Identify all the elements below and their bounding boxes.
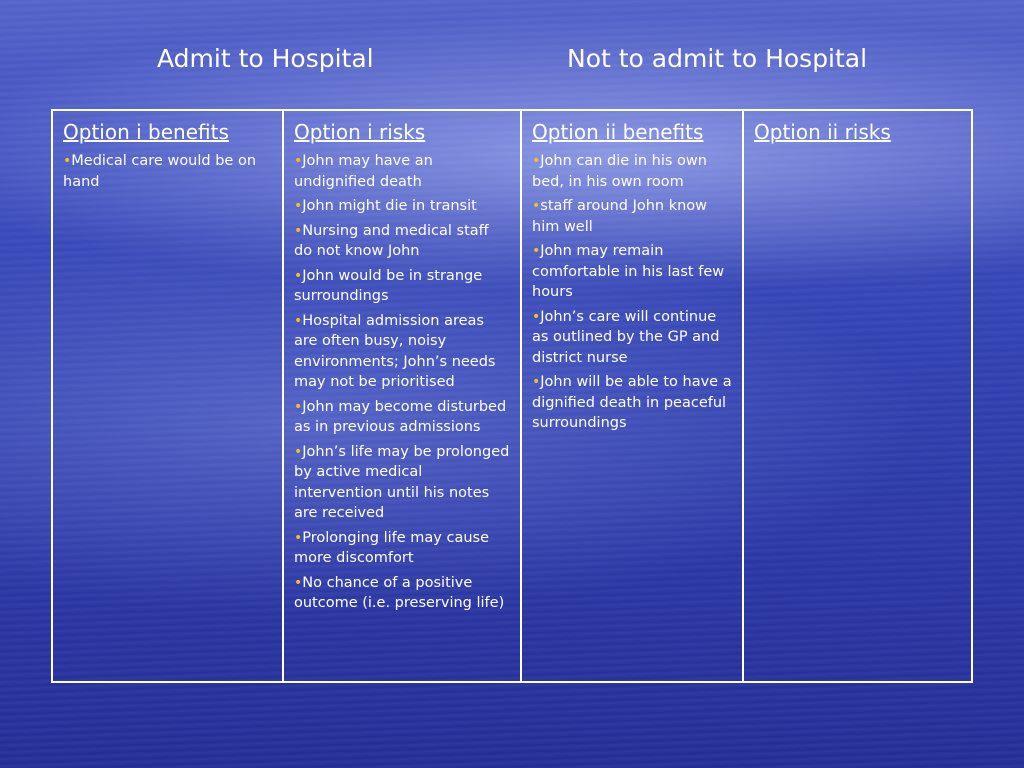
bullet-item (532, 372, 733, 434)
column-heading: Option ii risks (754, 120, 891, 144)
bullet-item (532, 241, 733, 303)
bullet-dot-icon: • (294, 222, 303, 239)
bullet-list (294, 151, 511, 614)
bullet-item (63, 151, 273, 192)
bullet-dot-icon: • (294, 529, 303, 546)
column-option-ii-benefits (522, 111, 744, 681)
bullet-text: Medical care would be on hand (63, 153, 257, 190)
column-option-ii-risks (744, 111, 971, 681)
bullet-dot-icon: • (294, 198, 303, 214)
bullet-dot-icon: • (532, 198, 541, 214)
bullet-dot-icon: • (532, 308, 541, 325)
options-table (51, 109, 973, 683)
bullet-text: No chance of a positive outcome (i.e. preserving life) (294, 574, 505, 611)
bullet-dot-icon: • (294, 312, 303, 329)
bullet-text: staff around John know him well (532, 198, 708, 235)
bullet-text: Hospital admission areas are often busy, noisy environments; John’s needs may not be prioritised (294, 312, 496, 390)
bullet-item (294, 442, 511, 524)
bullet-dot-icon: • (63, 153, 72, 169)
bullet-text: John may have an undignified death (294, 153, 433, 190)
bullet-item (294, 221, 511, 262)
bullet-item (294, 151, 511, 192)
bullet-text: John will be able to have a dignified death in peaceful surroundings (532, 374, 732, 431)
bullet-text: John can die in his own bed, in his own room (532, 153, 707, 190)
bullet-text: Nursing and medical staff do not know John (294, 222, 489, 259)
bullet-dot-icon: • (294, 398, 303, 415)
bullet-text: John’s life may be prolonged by active medical intervention until his notes are received (294, 443, 510, 521)
bullet-dot-icon: • (532, 374, 541, 390)
bullet-text: John might die in transit (302, 198, 477, 214)
bullet-dot-icon: • (532, 243, 541, 259)
bullet-dot-icon: • (294, 443, 303, 460)
column-option-i-benefits (53, 111, 284, 681)
bullet-item (294, 196, 511, 217)
bullet-text: John may become disturbed as in previous admissions (294, 398, 507, 435)
bullet-item (294, 397, 511, 438)
bullet-list (63, 151, 273, 192)
bullet-item (294, 528, 511, 569)
bullet-item (532, 151, 733, 192)
title-admit-to-hospital: Admit to Hospital (157, 44, 374, 73)
column-heading: Option i benefits (63, 120, 229, 144)
bullet-dot-icon: • (294, 267, 303, 284)
bullet-text: Prolonging life may cause more discomfort (294, 529, 490, 566)
bullet-text: John would be in strange surroundings (294, 267, 483, 304)
title-not-to-admit-to-hospital: Not to admit to Hospital (567, 44, 868, 73)
column-heading: Option i risks (294, 120, 426, 144)
column-heading: Option ii benefits (532, 120, 704, 144)
bullet-dot-icon: • (294, 574, 303, 591)
bullet-item (532, 307, 733, 369)
bullet-item (294, 573, 511, 614)
column-option-i-risks (284, 111, 522, 681)
bullet-dot-icon: • (532, 153, 541, 169)
bullet-text: John’s care will continue as outlined by the GP and district nurse (532, 308, 720, 366)
bullet-item (532, 196, 733, 237)
bullet-item (294, 311, 511, 393)
bullet-item (294, 266, 511, 307)
bullet-list (532, 151, 733, 434)
bullet-text: John may remain comfortable in his last few hours (532, 243, 725, 300)
bullet-dot-icon: • (294, 153, 303, 169)
